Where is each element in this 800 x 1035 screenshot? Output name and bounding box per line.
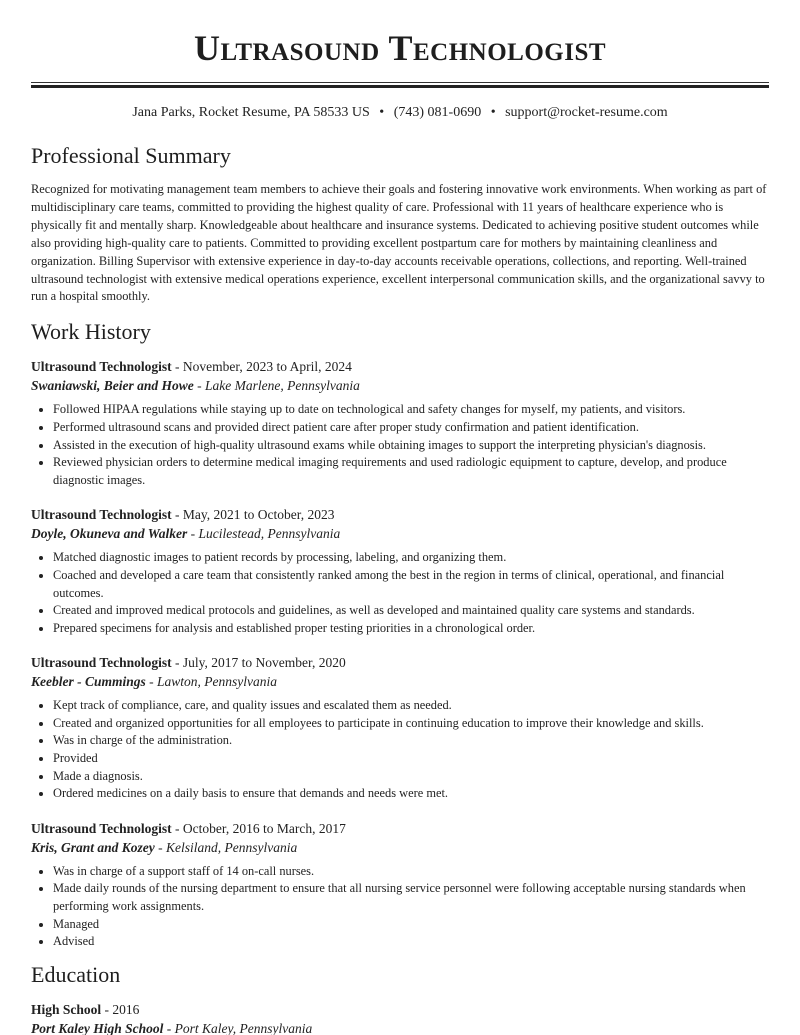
list-item: • Reviewed physician orders to determine medical imaging requirements and used radiologic equipment to capture, develop, and produce diagnostic images. [53, 454, 769, 489]
list-item: • Kept track of compliance, care, and quality issues and escalated them as needed. [53, 697, 769, 715]
job-entry [31, 505, 769, 637]
contact-separator: • [490, 105, 496, 120]
education-location: - Port Kaley, Pennsylvania [163, 1020, 313, 1035]
education-degree: High School [31, 1001, 102, 1017]
education-heading: Education [31, 961, 121, 987]
job-dates: - November, 2023 to April, 2024 [171, 359, 352, 375]
job-entry [31, 653, 769, 803]
list-item: • Provided [53, 750, 769, 768]
contact-email: support@rocket-resume.com [505, 105, 668, 120]
job-location: - Lucilestead, Pennsylvania [187, 526, 341, 542]
job-location: - Lake Marlene, Pennsylvania [193, 378, 360, 394]
list-item: • Coached and developed a care team that consistently ranked among the best in the region in terms of clinical, operational, and financial outcomes. [53, 567, 769, 602]
education-year: - 2016 [101, 1001, 140, 1017]
job-dates: - May, 2021 to October, 2023 [171, 507, 335, 523]
list-item: • Advised [53, 933, 769, 951]
job-company: Swaniawski, Beier and Howe [31, 378, 194, 394]
contact-separator: • [379, 105, 385, 120]
list-item: • Followed HIPAA regulations while staying up to date on technological and safety changes for myself, my patients, and visitors. [53, 401, 769, 419]
list-item: • Prepared specimens for analysis and established proper testing priorities in a chronological order. [53, 620, 769, 638]
summary-text: Recognized for motivating management team members to achieve their goals and fostering innovative work environments. When working as part of multidisciplinary care teams, committed to providing the highest quality of care. Professional with 11 years of healthcare experience who is physically fit and mentally sharp. Knowledgeable about healthcare and insurance systems. Dedicated to achieving positive student outcomes while also providing high-quality care to patients. Committed to providing excellent postpartum care for mothers by maintaining cleanliness and organization. Billing Supervisor with extensive experience in day-to-day accounts receivable operations, collections, and reporting. Well-trained ultrasound technologist with extensive medical operations experience, excellent interpersonal communication skills, and the organizational savvy to run a hospital smoothly. [31, 182, 767, 304]
list-item: • Was in charge of a support staff of 14 on-call nurses. [53, 863, 769, 881]
job-company: Doyle, Okuneva and Walker [31, 526, 188, 542]
job-company: Kris, Grant and Kozey [31, 839, 155, 855]
contact-line [0, 105, 800, 121]
list-item: • Was in charge of the administration. [53, 732, 769, 750]
list-item: • Created and organized opportunities for all employees to participate in continuing education to improve their knowledge and skills. [53, 715, 769, 733]
job-title: Ultrasound Technologist [31, 507, 172, 523]
job-company: Keebler - Cummings [31, 674, 146, 690]
list-item: • Ordered medicines on a daily basis to ensure that demands and needs were met. [53, 785, 769, 803]
header-divider [31, 82, 769, 83]
list-item: • Assisted in the execution of high-quality ultrasound exams while obtaining images to support the interpreting physician's diagnosis. [53, 437, 769, 455]
list-item: • Made daily rounds of the nursing department to ensure that all nursing service personnel were following acceptable nursing standards when performing work assignments. [53, 880, 769, 915]
job-bullets [31, 697, 769, 803]
job-bullets [31, 549, 769, 637]
summary-heading: Professional Summary [31, 143, 231, 168]
job-title: Ultrasound Technologist [31, 820, 172, 836]
list-item: • Matched diagnostic images to patient records by processing, labeling, and organizing them. [53, 549, 769, 567]
job-dates: - July, 2017 to November, 2020 [171, 655, 346, 671]
list-item: • Created and improved medical protocols and guidelines, as well as developed and maintained quality care systems and standards. [53, 602, 769, 620]
education-school: Port Kaley High School [31, 1020, 164, 1035]
job-location: - Lawton, Pennsylvania [145, 674, 278, 690]
job-dates: - October, 2016 to March, 2017 [171, 820, 346, 836]
resume-content [31, 140, 769, 1035]
job-bullets [31, 863, 769, 951]
header-divider-thick [31, 85, 769, 88]
resume-name: Ultrasound Technologist [193, 28, 607, 68]
work-history-heading: Work History [31, 319, 151, 345]
job-title: Ultrasound Technologist [31, 655, 172, 671]
list-item: • Managed [53, 916, 769, 934]
contact-address: Jana Parks, Rocket Resume, PA 58533 US [132, 105, 370, 120]
list-item: • Performed ultrasound scans and provided direct patient care after proper study confirmation and patient identification. [53, 419, 769, 437]
contact-phone: (743) 081-0690 [393, 105, 482, 120]
job-entry [31, 819, 769, 951]
list-item: • Made a diagnosis. [53, 768, 769, 786]
job-title: Ultrasound Technologist [31, 359, 172, 375]
job-location: - Kelsiland, Pennsylvania [154, 839, 298, 855]
job-entry [31, 357, 769, 489]
job-bullets [31, 401, 769, 489]
